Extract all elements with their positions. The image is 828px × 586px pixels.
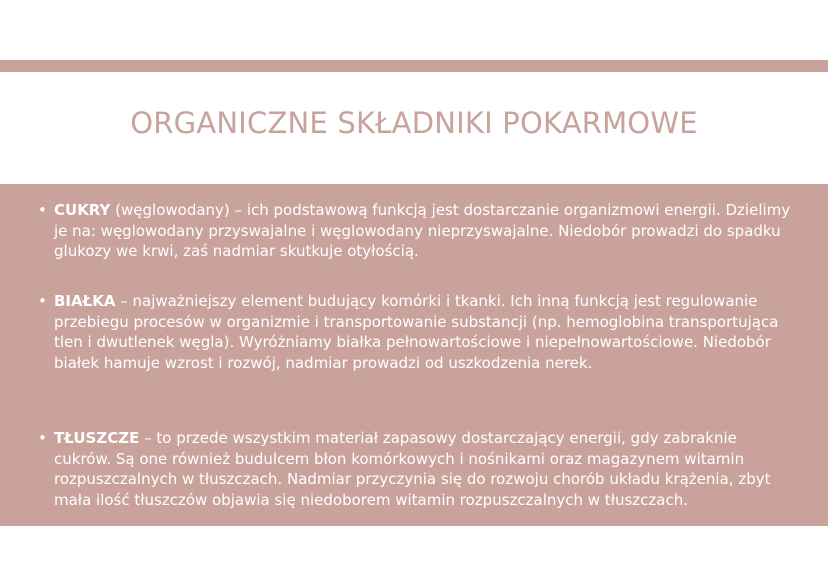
top-accent-bar (0, 60, 828, 72)
bullet-term: TŁUSZCZE (54, 429, 140, 447)
bullet-text (54, 428, 798, 510)
bullet-term: BIAŁKA (54, 292, 116, 310)
content-panel (0, 184, 828, 526)
bullet-icon: • (38, 201, 47, 219)
bullet-term: CUKRY (54, 201, 111, 219)
bullet-item-tluszcze (38, 428, 798, 510)
slide-title: ORGANICZNE SKŁADNIKI POKARMOWE (130, 106, 698, 140)
bullet-text (54, 200, 798, 262)
bullet-item-bialka (38, 291, 798, 373)
bullet-description: – to przede wszystkim materiał zapasowy dostarczający energii, gdy zabraknie cukrów. Są one również budulcem błon komórkowych i nośnikami oraz magazynem witamin rozpuszczalnych w tłuszczach. Nadmiar przyczynia się do rozwoju chorób układu krążenia, zbyt mała ilość tłuszczów objawia się niedoborem witamin rozpuszczalnych w tłuszczach. (54, 429, 771, 509)
bullet-icon: • (38, 292, 47, 310)
bullet-description: – najważniejszy element budujący komórki i tkanki. Ich inną funkcją jest regulowanie przebiegu procesów w organizmie i transportowanie substancji (np. hemoglobina transportująca tlen i dwutlenek węgla). Wyróżniamy białka pełnowartościowe i niepełnowartościowe. Niedobór białek hamuje wzrost i rozwój, nadmiar prowadzi od uszkodzenia nerek. (54, 292, 779, 372)
bullet-item-cukry (38, 200, 798, 262)
bullet-icon: • (38, 429, 47, 447)
bullet-text (54, 291, 798, 373)
bullet-description: (węglowodany) – ich podstawową funkcją jest dostarczanie organizmowi energii. Dzielimy je na: węglowodany przyswajalne i węglowodany nieprzyswajalne. Niedobór prowadzi do spadku glukozy we krwi, zaś nadmiar skutkuje otyłością. (54, 201, 791, 261)
